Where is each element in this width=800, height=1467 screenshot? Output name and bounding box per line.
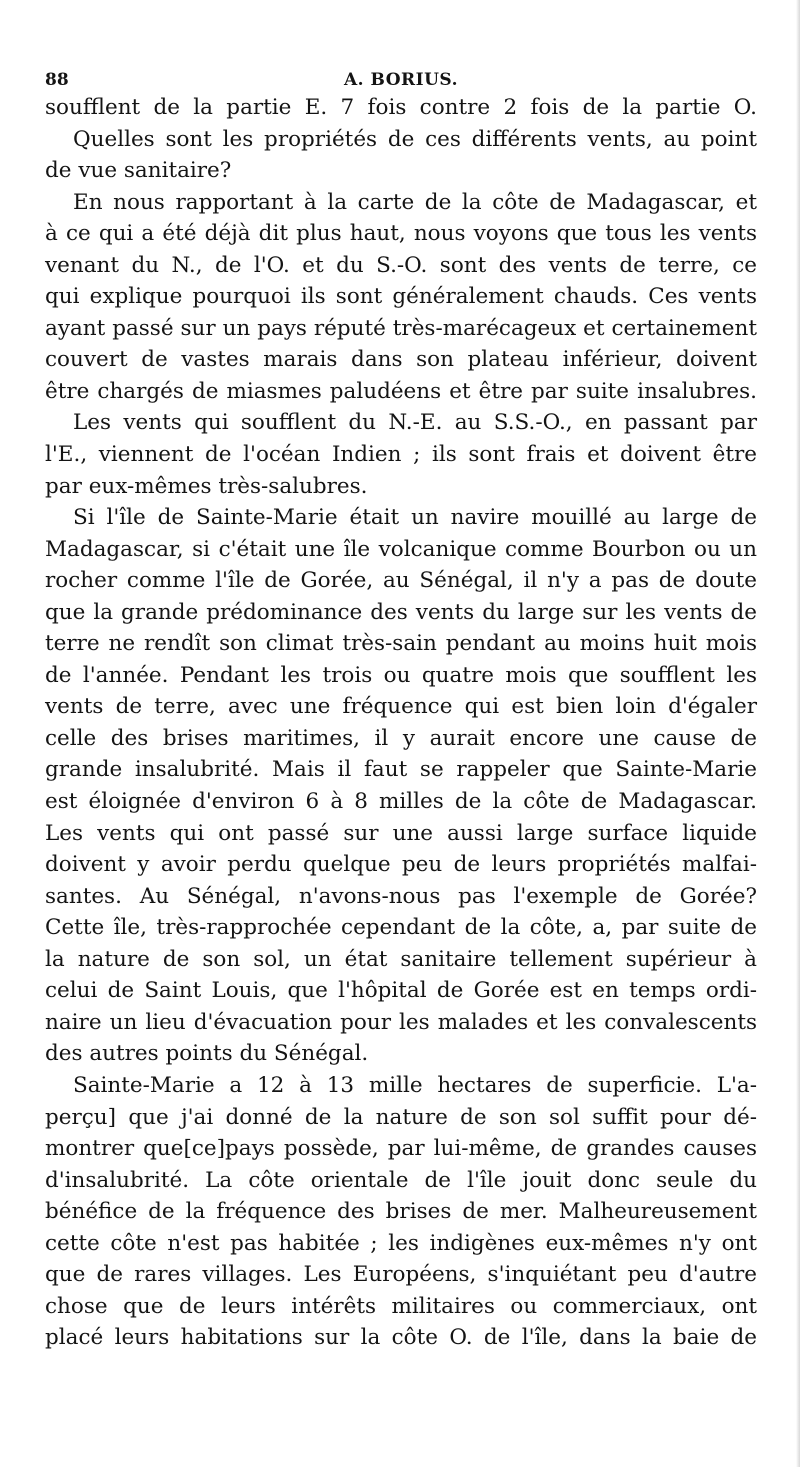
text-line: soufflent de la partie E. 7 fois contre 2 fois de la partie O. (45, 95, 757, 120)
text-line: couvert de vastes marais dans son plateau inférieur, doivent (45, 347, 757, 373)
text-line: naire un lieu d'évacuation pour les malades et les convalescents (45, 1009, 757, 1035)
text-line: doivent y avoir perdu quelque peu de leurs propriétés malfai- (45, 852, 757, 878)
text-line: des autres points du Sénégal. (45, 1041, 369, 1067)
text-line: que la grande prédominance des vents du large sur les vents de (45, 599, 757, 625)
text-line: être chargés de miasmes paludéens et être par suite insalubres. (45, 378, 757, 404)
text-line: à ce qui a été déjà dit plus haut, nous voyons que tous les vents (45, 221, 757, 247)
text-line: Sainte-Marie a 12 à 13 mille hectares de superficie. L'a- (73, 1072, 757, 1098)
text-line: Quelles sont les propriétés de ces différents vents, au point (73, 126, 757, 152)
text-line: terre ne rendît son climat très-sain pendant au moins huit mois (45, 631, 757, 657)
text-line: d'insalubrité. La côte orientale de l'île jouit donc seule du (45, 1167, 757, 1193)
text-line: En nous rapportant à la carte de la côte de Madagascar, et (73, 189, 757, 215)
text-line: de vue sanitaire? (45, 158, 232, 184)
text-line: la nature de son sol, un état sanitaire tellement supérieur à (45, 946, 757, 972)
running-head: A. BORIUS. (343, 70, 458, 90)
text-line: Cette île, très-rapprochée cependant de la côte, a, par suite de (45, 915, 757, 941)
text-line: cette côte n'est pas habitée ; les indigènes eux-mêmes n'y ont (45, 1230, 757, 1256)
text-line: santes. Au Sénégal, n'avons-nous pas l'exemple de Gorée? (45, 883, 757, 909)
text-line: par eux-mêmes très-salubres. (45, 473, 368, 499)
text-line: Les vents qui ont passé sur une aussi large surface liquide (45, 820, 757, 846)
text-line: est éloignée d'environ 6 à 8 milles de la côte de Madagascar. (45, 789, 757, 815)
text-line: Les vents qui soufflent du N.-E. au S.S.-O., en passant par (73, 410, 757, 436)
text-line: celle des brises maritimes, il y aurait encore une cause de (45, 725, 757, 751)
text-line: venant du N., de l'O. et du S.-O. sont des vents de terre, ce (45, 252, 757, 278)
text-line: que de rares villages. Les Européens, s'inquiétant peu d'autre (45, 1262, 757, 1288)
page-number: 88 (45, 70, 69, 90)
text-line: qui explique pourquoi ils sont généralement chauds. Ces vents (45, 284, 757, 310)
text-line: l'E., viennent de l'océan Indien ; ils sont frais et doivent être (45, 442, 757, 468)
text-line: montrer que[ce]pays possède, par lui-même, de grandes causes (45, 1136, 757, 1162)
text-line: chose que de leurs intérêts militaires ou commerciaux, ont (45, 1293, 757, 1319)
body-text (45, 92, 757, 1354)
text-line: ayant passé sur un pays réputé très-marécageux et certainement (45, 315, 757, 341)
text-line: placé leurs habitations sur la côte O. de l'île, dans la baie de (45, 1325, 757, 1351)
text-line: grande insalubrité. Mais il faut se rappeler que Sainte-Marie (45, 757, 757, 783)
text-line: perçu] que j'ai donné de la nature de son sol suffit pour dé- (45, 1104, 757, 1130)
text-line: bénéfice de la fréquence des brises de mer. Malheureusement (45, 1199, 757, 1225)
page-edge-shadow (796, 0, 800, 1467)
text-line: Si l'île de Sainte-Marie était un navire mouillé au large de (73, 505, 757, 531)
text-line: de l'année. Pendant les trois ou quatre mois que soufflent les (45, 662, 757, 688)
text-line: rocher comme l'île de Gorée, au Sénégal, il n'y a pas de doute (45, 568, 757, 594)
text-line: Madagascar, si c'était une île volcanique comme Bourbon ou un (45, 536, 757, 562)
text-line: celui de Saint Louis, que l'hôpital de Gorée est en temps ordi- (45, 978, 757, 1004)
text-line: vents de terre, avec une fréquence qui est bien loin d'égaler (45, 694, 757, 720)
page-header (45, 70, 757, 92)
